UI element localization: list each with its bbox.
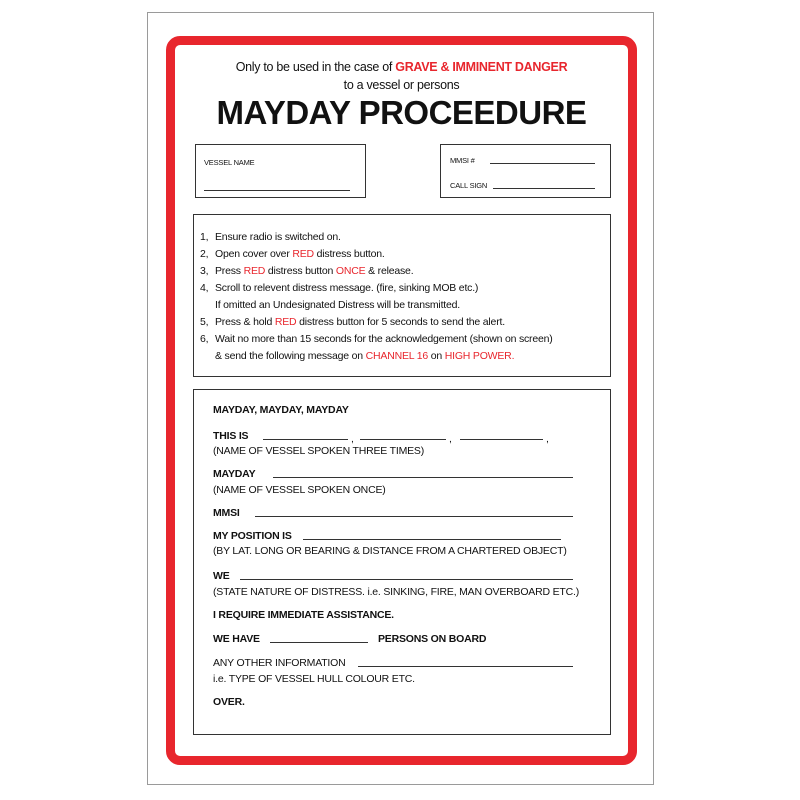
vessel-name-blank-3[interactable] (460, 439, 543, 440)
comma-2: , (449, 433, 452, 445)
step-text: Scroll to relevent distress message. (fire, sinking MOB etc.) (215, 282, 479, 294)
step-text: Open cover over (215, 248, 293, 260)
header-warning-line (166, 60, 637, 74)
we-note: (STATE NATURE OF DISTRESS. i.e. SINKING, FIRE, MAN OVERBOARD ETC.) (213, 586, 580, 598)
call-sign-label: CALL SIGN (450, 181, 488, 190)
step-number: 4, (200, 282, 209, 294)
step-text: & send the following message on (215, 350, 366, 362)
this-is-label: THIS IS (213, 430, 249, 442)
vessel-name-blank-1[interactable] (263, 439, 348, 440)
warning-emphasis: GRAVE & IMMINENT DANGER (395, 60, 568, 74)
step-number: 5, (200, 316, 209, 328)
step-text: If omitted an Undesignated Distress will be transmitted. (215, 299, 460, 311)
other-info-blank[interactable] (358, 666, 573, 667)
instruction-step (200, 331, 600, 348)
mmsi-field[interactable] (490, 163, 595, 164)
this-is-note: (NAME OF VESSEL SPOKEN THREE TIMES) (213, 445, 425, 457)
step-text: Press & hold (215, 316, 275, 328)
instruction-step (200, 314, 600, 331)
step-emphasis-text: RED (243, 265, 266, 277)
header-subline: to a vessel or persons (343, 78, 460, 92)
other-info-label: ANY OTHER INFORMATION (213, 657, 346, 669)
mmsi-label: MMSI # (450, 156, 475, 165)
instruction-step (200, 246, 600, 263)
step-text: distress button. (313, 248, 385, 260)
step-emphasis-text: RED (292, 248, 314, 260)
instruction-step (200, 297, 600, 314)
mmsi-message-blank[interactable] (255, 516, 573, 517)
warning-prefix: Only to be used in the case of (235, 60, 393, 74)
assistance-line: I REQUIRE IMMEDIATE ASSISTANCE. (213, 609, 394, 621)
mayday-x3: MAYDAY, MAYDAY, MAYDAY (213, 404, 349, 416)
step-text: on (428, 350, 445, 362)
page-title: MAYDAY PROCEEDURE (216, 94, 587, 131)
vessel-name-label: VESSEL NAME (204, 158, 255, 167)
instruction-step (200, 229, 600, 246)
we-have-label: WE HAVE (213, 633, 260, 645)
mmsi-message-label: MMSI (213, 507, 240, 519)
persons-label: PERSONS ON BOARD (378, 633, 487, 645)
step-emphasis-text: RED (274, 316, 297, 328)
vessel-name-field[interactable] (204, 190, 350, 191)
step-number: 1, (200, 231, 209, 243)
step-text: & release. (365, 265, 414, 277)
step-text: Ensure radio is switched on. (215, 231, 341, 243)
instruction-step (200, 348, 600, 365)
comma-1: , (351, 433, 354, 445)
step-text: Press (215, 265, 244, 277)
other-info-note: i.e. TYPE OF VESSEL HULL COLOUR ETC. (213, 673, 415, 685)
distress-nature-blank[interactable] (240, 579, 573, 580)
step-emphasis-text: ONCE (335, 265, 366, 277)
step-text: distress button (265, 265, 336, 277)
instruction-step (200, 280, 600, 297)
step-text: distress button for 5 seconds to send the alert. (296, 316, 505, 328)
mayday-label: MAYDAY (213, 468, 256, 480)
persons-count-blank[interactable] (270, 642, 368, 643)
position-blank[interactable] (303, 539, 561, 540)
position-label: MY POSITION IS (213, 530, 292, 542)
step-number: 2, (200, 248, 209, 260)
mayday-note: (NAME OF VESSEL SPOKEN ONCE) (213, 484, 386, 496)
mayday-vessel-blank[interactable] (273, 477, 573, 478)
vessel-name-blank-2[interactable] (360, 439, 446, 440)
comma-3: , (546, 433, 549, 445)
instructions-list (200, 229, 600, 365)
instruction-step (200, 263, 600, 280)
position-note: (BY LAT. LONG OR BEARING & DISTANCE FROM A CHARTERED OBJECT) (213, 545, 567, 557)
step-number: 3, (200, 265, 209, 277)
over-label: OVER. (213, 696, 245, 708)
step-text: Wait no more than 15 seconds for the acknowledgement (shown on screen) (215, 333, 553, 345)
call-sign-field[interactable] (493, 188, 595, 189)
we-label: WE (213, 570, 230, 582)
step-emphasis-text: CHANNEL 16 (365, 350, 429, 362)
step-emphasis-text: HIGH POWER. (444, 350, 515, 362)
step-number: 6, (200, 333, 209, 345)
